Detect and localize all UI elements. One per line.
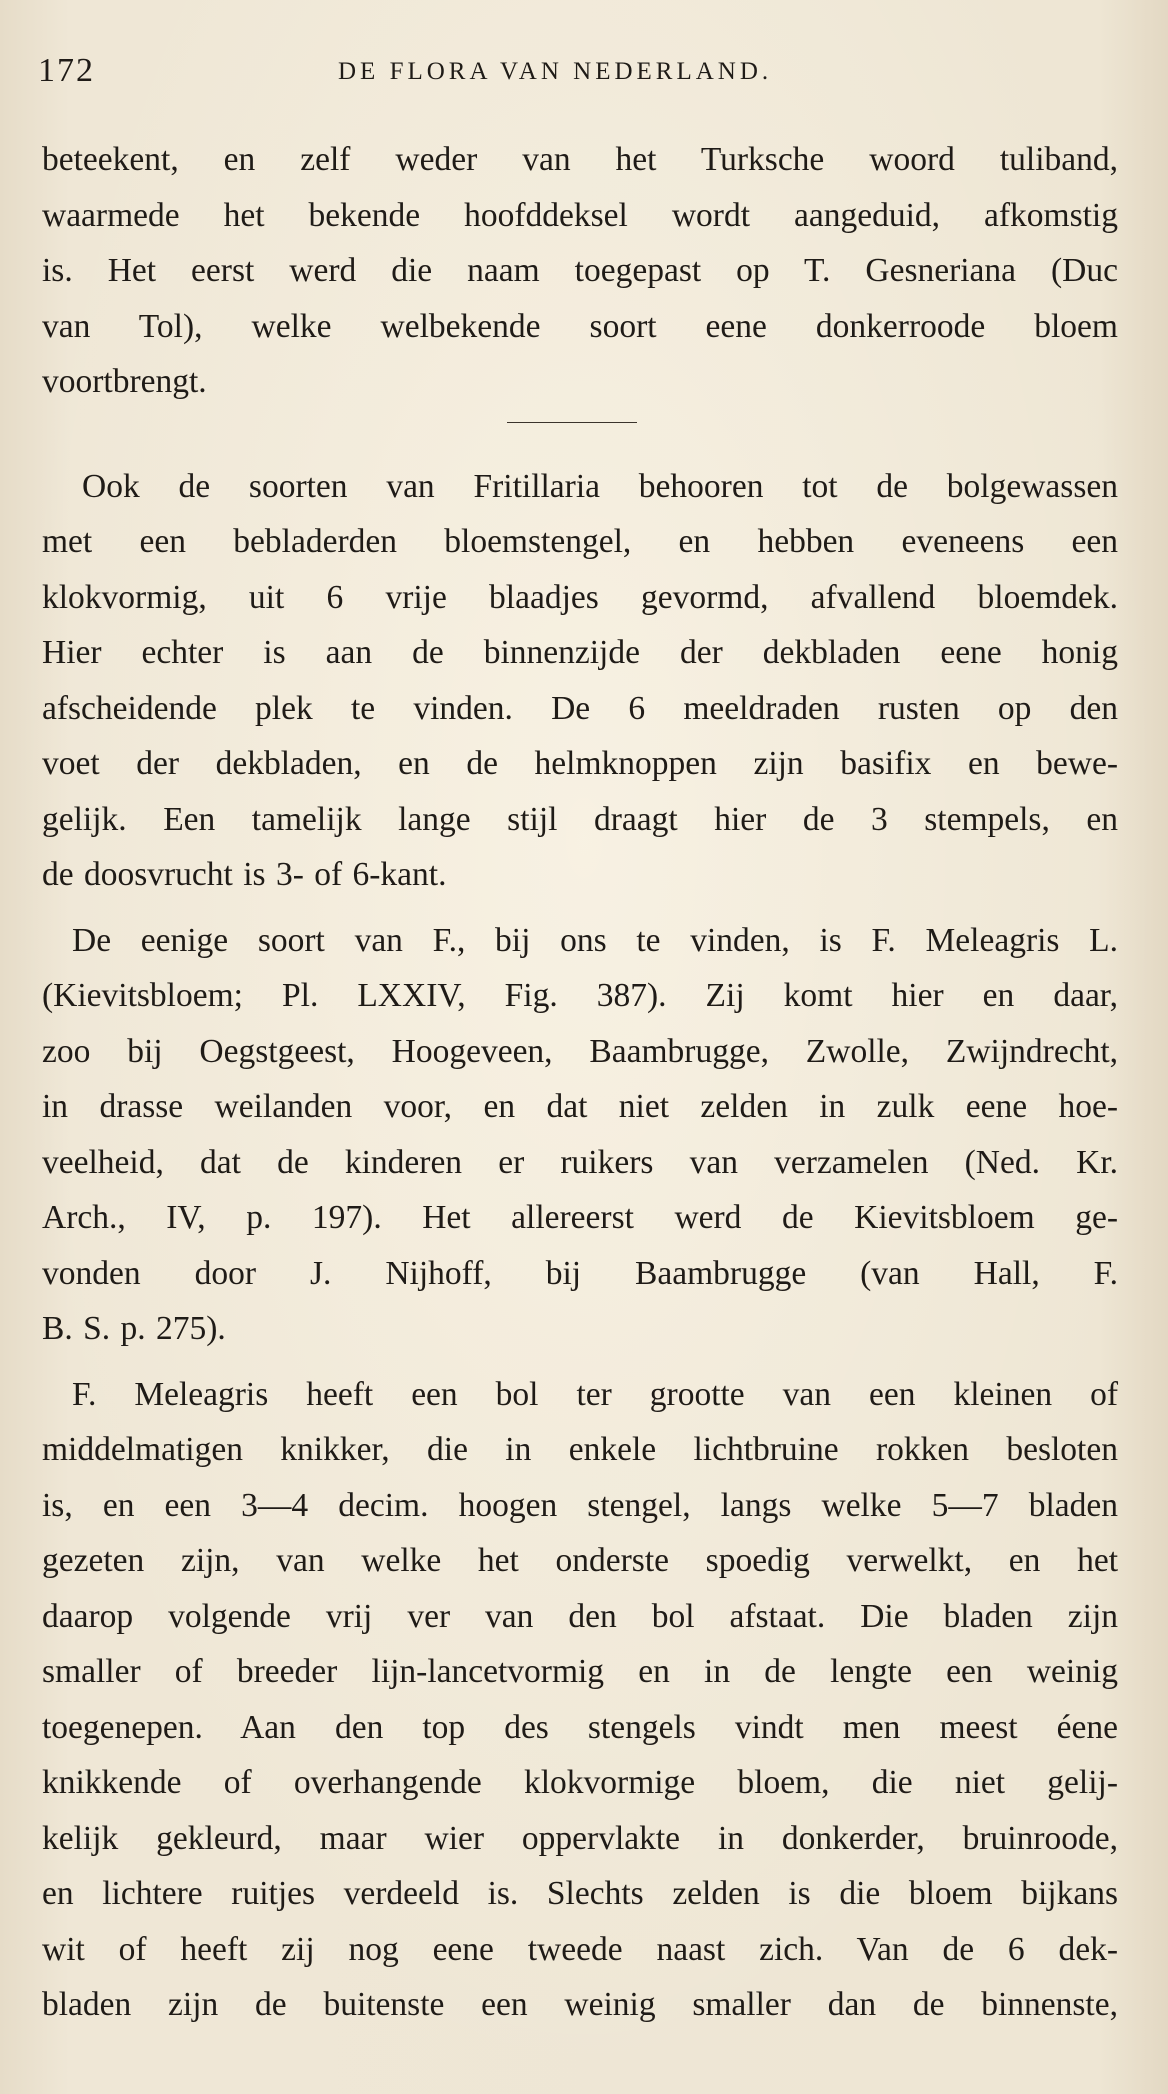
text-line: zoo bij Oegstgeest, Hoogeveen, Baambrugge, Zwolle, Zwijndrecht, — [42, 1032, 1118, 1070]
paragraph-fritillaria — [42, 459, 1118, 903]
text-line: kelijk gekleurd, maar wier oppervlakte in donkerder, bruinroode, — [42, 1819, 1118, 1857]
text-line: voet der dekbladen, en de helmknoppen zijn basifix en bewe- — [42, 745, 1118, 782]
text-line: (Kievitsbloem; Pl. LXXIV, Fig. 387). Zij komt hier en daar, — [42, 977, 1118, 1014]
text-line: is. Het eerst werd die naam toegepast op T. Gesneriana (Duc — [42, 252, 1118, 289]
text-line: van Tol), welke welbekende soort eene donkerroode bloem — [42, 307, 1118, 345]
text-line: wit of heeft zij nog eene tweede naast zich. Van de 6 dek- — [42, 1930, 1118, 1968]
running-title: DE FLORA VAN NEDERLAND. — [338, 58, 773, 85]
paragraph-meleagris-description — [42, 1367, 1118, 2033]
text-line: Ook de soorten van Fritillaria behooren tot de bolgewassen — [82, 467, 1118, 505]
text-line: klokvormig, uit 6 vrije blaadjes gevormd, afvallend bloemdek. — [42, 578, 1118, 616]
text-line: daarop volgende vrij ver van den bol afstaat. Die bladen zijn — [42, 1597, 1118, 1635]
text-line: gezeten zijn, van welke het onderste spoedig verwelkt, en het — [42, 1542, 1118, 1579]
text-line: toegenepen. Aan den top des stengels vindt men meest éene — [42, 1708, 1118, 1746]
text-line: beteekent, en zelf weder van het Turksche woord tuliband, — [42, 141, 1118, 178]
text-line: is, en een 3—4 decim. hoogen stengel, langs welke 5—7 bladen — [42, 1486, 1118, 1524]
text-line: F. Meleagris heeft een bol ter grootte van een kleinen of — [72, 1375, 1118, 1413]
text-line: en lichtere ruitjes verdeeld is. Slechts zelden is die bloem bijkans — [42, 1875, 1118, 1912]
text-line: Arch., IV, p. 197). Het allereerst werd de Kievitsbloem ge- — [42, 1199, 1118, 1236]
text-line: B. S. p. 275). — [42, 1310, 226, 1347]
text-line: waarmede het bekende hoofddeksel wordt aangeduid, afkomstig — [42, 196, 1118, 234]
text-line: De eenige soort van F., bij ons te vinden, is F. Meleagris L. — [72, 921, 1118, 959]
text-line: gelijk. Een tamelijk lange stijl draagt hier de 3 stempels, en — [42, 800, 1118, 838]
text-line: voortbrengt. — [42, 363, 207, 400]
paragraph-meleagris-distribution — [42, 913, 1118, 1357]
text-line: bladen zijn de buitenste een weinig smaller dan de binnenste, — [42, 1986, 1118, 2023]
text-line: Hier echter is aan de binnenzijde der dekbladen eene honig — [42, 634, 1118, 671]
body-text — [42, 132, 1118, 2033]
text-line: middelmatigen knikker, die in enkele lichtbruine rokken besloten — [42, 1431, 1118, 1468]
text-line: veelheid, dat de kinderen er ruikers van verzamelen (Ned. Kr. — [42, 1143, 1118, 1181]
text-line: knikkende of overhangende klokvormige bloem, die niet gelij- — [42, 1764, 1118, 1801]
text-line: de doosvrucht is 3- of 6-kant. — [42, 856, 447, 893]
text-line: vonden door J. Nijhoff, bij Baambrugge (van Hall, F. — [42, 1254, 1118, 1292]
text-line: afscheidende plek te vinden. De 6 meeldraden rusten op den — [42, 689, 1118, 727]
page-header — [38, 52, 1128, 96]
text-line: met een bebladerden bloemstengel, en hebben eveneens een — [42, 523, 1118, 560]
paragraph-tulip-etymology — [42, 132, 1118, 410]
page-number: 172 — [38, 52, 95, 89]
text-line: in drasse weilanden voor, en dat niet zelden in zulk eene hoe- — [42, 1088, 1118, 1125]
text-line: smaller of breeder lijn-lancetvormig en in de lengte een weinig — [42, 1653, 1118, 1690]
